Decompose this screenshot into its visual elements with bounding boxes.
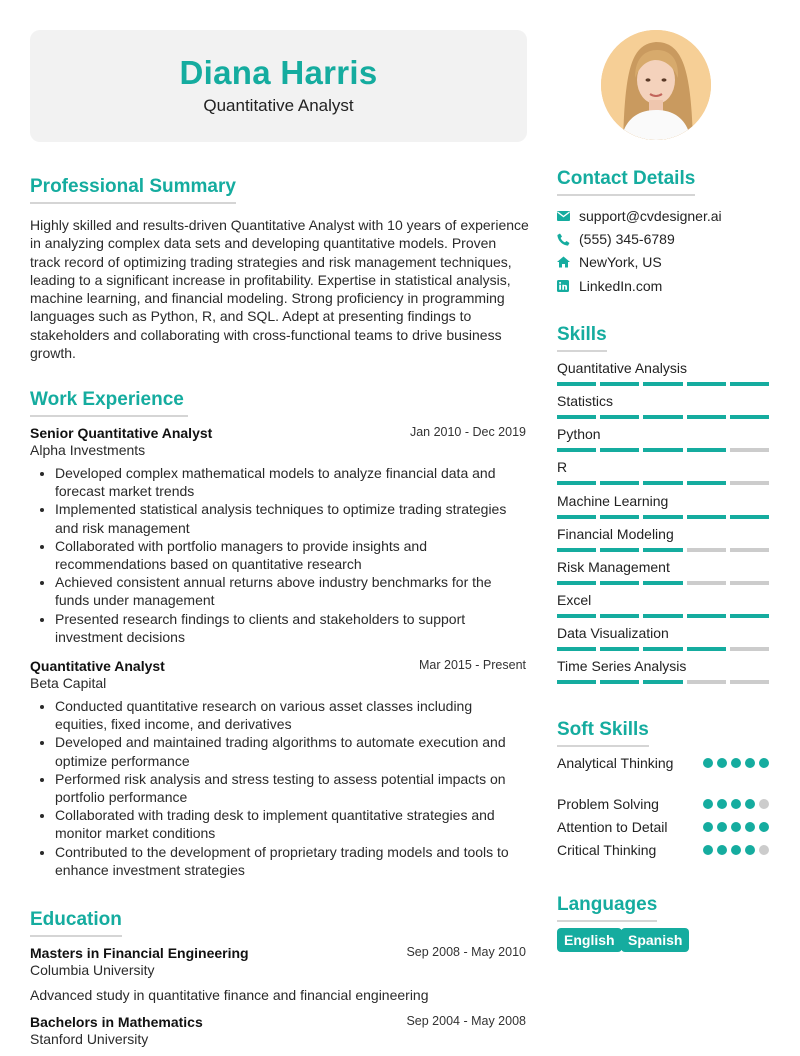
skill-level-segment <box>600 415 639 419</box>
rating-dot <box>703 822 713 832</box>
skill-label: Time Series Analysis <box>557 658 687 674</box>
rating-dot <box>745 799 755 809</box>
soft-skill-item <box>557 819 769 837</box>
languages-heading: Languages <box>557 894 657 922</box>
job-entry <box>30 425 526 646</box>
skill-level-segment <box>557 448 596 452</box>
rating-dot <box>759 845 769 855</box>
skill-level-segment <box>643 647 682 651</box>
avatar <box>601 30 711 140</box>
skill-level-segment <box>730 548 769 552</box>
rating-dot <box>759 799 769 809</box>
job-bullet: • Developed and maintained trading algorithms to automate execution and optimize performance <box>55 733 526 769</box>
rating-dot <box>759 822 769 832</box>
skill-level-segment <box>643 581 682 585</box>
education-dates: Sep 2004 - May 2008 <box>406 1014 526 1028</box>
skill-level-segment <box>643 415 682 419</box>
skill-level-segment <box>643 515 682 519</box>
soft-skill-label: Critical Thinking <box>557 842 657 858</box>
education-description: Advanced study in quantitative finance and financial engineering <box>30 987 429 1003</box>
skill-item <box>557 493 769 519</box>
skill-level-segment <box>643 680 682 684</box>
skill-level-bar <box>557 448 769 452</box>
rating-dot <box>759 758 769 768</box>
contact-email-text: support@cvdesigner.ai <box>579 208 722 224</box>
skill-item <box>557 526 769 552</box>
skill-level-segment <box>687 382 726 386</box>
skill-level-segment <box>643 382 682 386</box>
job-bullet: • Implemented statistical analysis techniques to optimize trading strategies and risk management <box>55 500 526 536</box>
job-title: Senior Quantitative Analyst <box>30 425 213 441</box>
education-heading: Education <box>30 909 122 937</box>
job-title: Quantitative Analyst <box>30 658 165 674</box>
phone-icon <box>557 233 579 246</box>
rating-dot <box>731 799 741 809</box>
soft-skill-item <box>557 755 769 773</box>
linkedin-icon <box>557 280 579 292</box>
skill-level-segment <box>600 548 639 552</box>
degree-title: Bachelors in Mathematics <box>30 1014 203 1030</box>
degree-title: Masters in Financial Engineering <box>30 945 249 961</box>
skill-level-segment <box>557 548 596 552</box>
rating-dot <box>703 758 713 768</box>
skill-level-segment <box>557 515 596 519</box>
candidate-job-title: Quantitative Analyst <box>203 96 354 115</box>
contact-location <box>557 253 662 271</box>
candidate-name: Diana Harris <box>179 54 378 91</box>
skill-level-bar <box>557 382 769 386</box>
soft-skill-rating <box>703 758 769 768</box>
skill-label: Statistics <box>557 393 614 409</box>
job-company: Alpha Investments <box>30 442 146 458</box>
contact-email[interactable] <box>557 207 722 225</box>
education-dates: Sep 2008 - May 2010 <box>406 945 526 959</box>
skill-level-bar <box>557 614 769 618</box>
soft-skill-rating <box>703 799 769 809</box>
job-dates: Jan 2010 - Dec 2019 <box>409 425 526 439</box>
job-bullet: • Performed risk analysis and stress testing to assess potential impacts on portfolio performance <box>55 770 526 806</box>
skill-level-segment <box>643 614 682 618</box>
skill-level-segment <box>687 481 726 485</box>
skill-level-segment <box>730 647 769 651</box>
contact-linkedin-text: LinkedIn.com <box>579 278 663 294</box>
contact-linkedin[interactable] <box>557 277 662 295</box>
job-entry <box>30 658 526 879</box>
contact-phone-text: (555) 345-6789 <box>579 231 675 247</box>
rating-dot <box>717 845 727 855</box>
soft-skill-label: Problem Solving <box>557 796 659 812</box>
skill-item <box>557 360 769 386</box>
job-bullet: • Presented research findings to clients and stakeholders to support investment decisions <box>55 610 526 646</box>
skill-label: Python <box>557 426 601 442</box>
skill-item <box>557 559 769 585</box>
skill-level-segment <box>600 647 639 651</box>
contact-location-text: NewYork, US <box>579 254 662 270</box>
skill-level-segment <box>600 581 639 585</box>
skill-level-segment <box>730 481 769 485</box>
rating-dot <box>745 822 755 832</box>
skill-level-bar <box>557 680 769 684</box>
job-bullet: • Contributed to the development of proprietary trading models and tools to enhance investment strategies <box>55 843 526 879</box>
skill-level-segment <box>730 614 769 618</box>
soft-skill-label: Attention to Detail <box>557 819 668 835</box>
experience-heading: Work Experience <box>30 389 188 417</box>
skill-level-segment <box>730 680 769 684</box>
rating-dot <box>745 845 755 855</box>
rating-dot <box>745 758 755 768</box>
skill-label: Quantitative Analysis <box>557 360 687 376</box>
job-bullet: • Developed complex mathematical models to analyze financial data and forecast market trends <box>55 464 526 500</box>
skill-level-segment <box>730 415 769 419</box>
rating-dot <box>717 758 727 768</box>
skill-level-segment <box>557 415 596 419</box>
skill-level-segment <box>730 448 769 452</box>
skill-level-bar <box>557 415 769 419</box>
skill-level-segment <box>643 548 682 552</box>
skill-level-segment <box>643 448 682 452</box>
skill-level-segment <box>687 614 726 618</box>
school-name: Columbia University <box>30 962 155 978</box>
skill-label: Excel <box>557 592 592 608</box>
home-icon <box>557 256 579 268</box>
skill-level-segment <box>687 448 726 452</box>
skill-label: Data Visualization <box>557 625 669 641</box>
rating-dot <box>703 799 713 809</box>
skill-item <box>557 426 769 452</box>
skill-label: Financial Modeling <box>557 526 674 542</box>
rating-dot <box>703 845 713 855</box>
skill-level-segment <box>600 614 639 618</box>
skill-item <box>557 393 769 419</box>
contact-phone[interactable] <box>557 230 675 248</box>
soft-skills-heading: Soft Skills <box>557 719 649 747</box>
skill-level-segment <box>730 581 769 585</box>
rating-dot <box>731 845 741 855</box>
soft-skill-item <box>557 796 769 814</box>
skill-level-segment <box>600 481 639 485</box>
skill-level-segment <box>730 515 769 519</box>
soft-skill-label: Analytical Thinking <box>557 755 674 771</box>
skill-level-segment <box>687 581 726 585</box>
skill-item <box>557 625 769 651</box>
skill-level-segment <box>600 448 639 452</box>
job-bullet: • Conducted quantitative research on various asset classes including equities, fixed income, and derivatives <box>55 697 526 733</box>
soft-skill-rating <box>703 845 769 855</box>
skill-level-segment <box>557 680 596 684</box>
skill-level-segment <box>557 581 596 585</box>
language-badge: Spanish <box>621 928 689 952</box>
skill-level-segment <box>687 415 726 419</box>
rating-dot <box>717 799 727 809</box>
skill-level-bar <box>557 515 769 519</box>
rating-dot <box>731 822 741 832</box>
skill-item <box>557 592 769 618</box>
job-bullet: • Achieved consistent annual returns above industry benchmarks for the funds under management <box>55 573 526 609</box>
skill-level-segment <box>687 548 726 552</box>
soft-skill-rating <box>703 822 769 832</box>
skill-level-segment <box>643 481 682 485</box>
skill-level-bar <box>557 581 769 585</box>
skill-level-segment <box>600 382 639 386</box>
summary-text: Highly skilled and results-driven Quantitative Analyst with 10 years of experience in analyzing complex data sets and developing quantitative models. Proven track record of optimizing trading strategies and risk management techniques, leading to a significant increase in profitability. Expertise in statistical analysis, machine learning, and financial modeling. Strong proficiency in programming languages such as Python, R, and SQL. Adept at presenting findings to stakeholders and collaborating with cross-functional teams to drive business growth. <box>30 217 529 362</box>
skill-level-segment <box>730 382 769 386</box>
school-name: Stanford University <box>30 1031 149 1047</box>
summary-heading: Professional Summary <box>30 176 236 204</box>
skill-level-segment <box>687 515 726 519</box>
skill-item <box>557 658 769 684</box>
rating-dot <box>717 822 727 832</box>
rating-dot <box>731 758 741 768</box>
skill-level-segment <box>557 481 596 485</box>
skills-heading: Skills <box>557 324 607 352</box>
job-bullet: • Collaborated with trading desk to implement quantitative strategies and monitor market conditions <box>55 806 526 842</box>
language-badge: English <box>557 928 622 952</box>
soft-skill-item <box>557 842 769 860</box>
skill-label: R <box>557 459 568 475</box>
education-entry <box>30 945 526 978</box>
skill-level-segment <box>687 680 726 684</box>
job-bullets <box>30 464 526 646</box>
skill-item <box>557 459 769 485</box>
skill-label: Machine Learning <box>557 493 669 509</box>
envelope-icon <box>557 211 579 221</box>
job-bullets <box>30 697 526 879</box>
skill-level-segment <box>687 647 726 651</box>
skill-level-bar <box>557 548 769 552</box>
job-company: Beta Capital <box>30 675 107 691</box>
skill-level-bar <box>557 481 769 485</box>
skill-level-segment <box>557 614 596 618</box>
skill-level-bar <box>557 647 769 651</box>
skill-level-segment <box>557 382 596 386</box>
header-box <box>30 30 527 142</box>
contact-heading: Contact Details <box>557 168 695 196</box>
skill-label: Risk Management <box>557 559 670 575</box>
skill-level-segment <box>557 647 596 651</box>
skill-level-segment <box>600 680 639 684</box>
job-bullet: • Collaborated with portfolio managers to provide insights and recommendations based on quantitative research <box>55 537 526 573</box>
skill-level-segment <box>600 515 639 519</box>
job-dates: Mar 2015 - Present <box>419 658 526 672</box>
education-entry <box>30 1014 526 1047</box>
avatar-portrait-icon <box>601 30 711 140</box>
